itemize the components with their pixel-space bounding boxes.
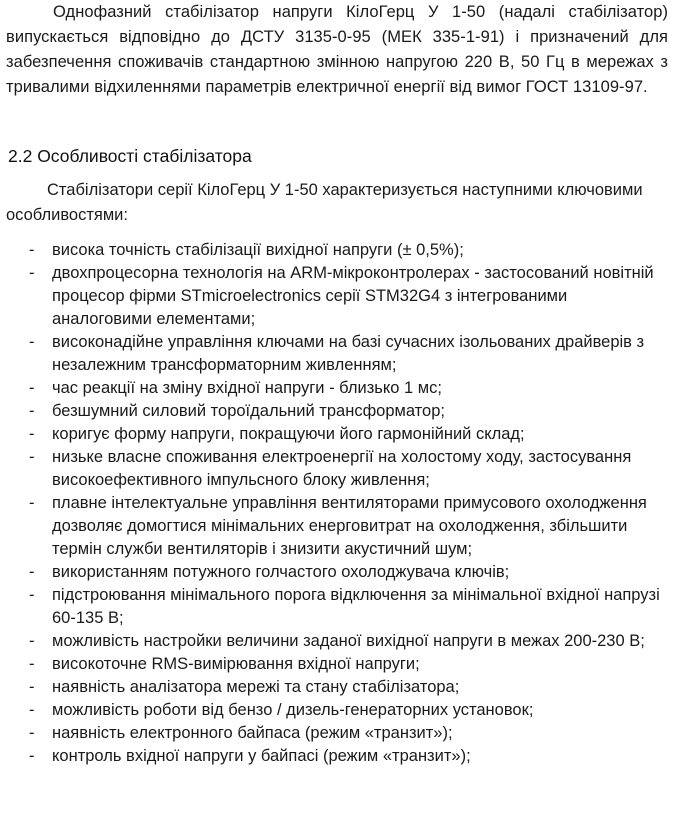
list-item-text: безшумний силовий тороїдальний трансформатор; (52, 402, 445, 420)
list-item (0, 676, 678, 699)
list-item-text: високоточне RMS-вимірювання вхідної напруги; (52, 655, 420, 673)
list-item (0, 262, 678, 331)
bullet-dash: - (29, 724, 35, 742)
list-item (0, 239, 678, 262)
list-item (0, 446, 678, 492)
bullet-dash: - (29, 494, 35, 512)
features-list (0, 239, 678, 768)
list-item-text: наявність електронного байпаса (режим «транзит»); (52, 724, 453, 742)
bullet-dash: - (29, 701, 35, 719)
list-item (0, 699, 678, 722)
section-heading: 2.2 Особливості стабілізатора (8, 146, 252, 166)
list-item-text: підстроювання мінімального порога відключення за мінімальної вхідної напрузі 60-135 В; (52, 586, 660, 627)
list-item-text: можливість роботи від бензо / дизель-генераторних установок; (52, 701, 534, 719)
list-item-text: час реакції на зміну вхідної напруги - близько 1 мс; (52, 379, 442, 397)
bullet-dash: - (29, 264, 35, 282)
lead-paragraph: Стабілізатори серії КілоГерц У 1-50 характеризується наступними ключовими особливостями: (6, 181, 643, 224)
list-item (0, 584, 678, 630)
list-item-text: низьке власне споживання електроенергії на холостому ходу, застосування високоефективного імпульсного блоку живлення; (52, 448, 632, 489)
bullet-dash: - (29, 448, 35, 466)
list-item-text: наявність аналізатора мережі та стану стабілізатора; (52, 678, 460, 696)
bullet-dash: - (29, 402, 35, 420)
bullet-dash: - (29, 586, 35, 604)
list-item (0, 377, 678, 400)
list-item-text: висока точність стабілізації вихідної напруги (± 0,5%); (52, 241, 464, 259)
list-item-text: високонадійне управління ключами на базі сучасних ізольованих драйверів з незалежним трансформаторним живленням; (52, 333, 645, 374)
list-item (0, 653, 678, 676)
bullet-dash: - (29, 678, 35, 696)
bullet-dash: - (29, 425, 35, 443)
list-item (0, 722, 678, 745)
bullet-dash: - (29, 747, 35, 765)
bullet-dash: - (29, 379, 35, 397)
bullet-dash: - (29, 333, 35, 351)
list-item-text: можливість настройки величини заданої вихідної напруги в межах 200-230 В; (52, 632, 645, 650)
list-item-text: двохпроцесорна технологія на ARM-мікроконтролерах - застосований новітній процесор фірми STmicroelectronics серії STM32G4 з інтегрованими аналоговими елементами; (52, 264, 654, 328)
list-item (0, 745, 678, 768)
list-item-text: плавне інтелектуальне управління вентиляторами примусового охолодження дозволяє домогтися мінімальних енерговитрат на охолодження, збільшити термін служби вентиляторів і знизити акустичний шум; (52, 494, 647, 558)
bullet-dash: - (29, 563, 35, 581)
bullet-dash: - (29, 632, 35, 650)
list-item (0, 400, 678, 423)
list-item-text: використанням потужного голчастого охолоджувача ключів; (52, 563, 510, 581)
bullet-dash: - (29, 241, 35, 259)
list-item (0, 423, 678, 446)
list-item-text: коригує форму напруги, покращуючи його гармонійний склад; (52, 425, 525, 443)
bullet-dash: - (29, 655, 35, 673)
intro-paragraph: Однофазний стабілізатор напруги КілоГерц У 1-50 (надалі стабілізатор) випускається відповідно до ДСТУ 3135-0-95 (МЕК 335-1-91) і призначений для забезпечення споживачів стандартною змінною напругою 220 В, 50 Гц в мережах з тривалими відхиленнями параметрів електричної енергії від вимог ГОСТ 13109-97. (6, 3, 668, 96)
list-item (0, 630, 678, 653)
list-item (0, 561, 678, 584)
list-item-text: контроль вхідної напруги у байпасі (режим «транзит»); (52, 747, 471, 765)
list-item (0, 492, 678, 561)
list-item (0, 331, 678, 377)
